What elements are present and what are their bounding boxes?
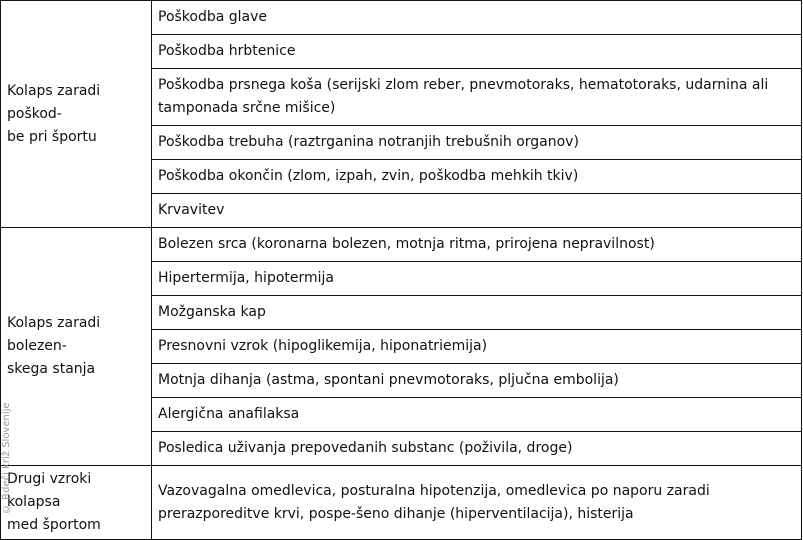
table-row: [1, 228, 802, 262]
item-cell: Poškodba okončin (zlom, izpah, zvin, poškodba mehkih tkiv): [152, 160, 802, 194]
copyright-watermark: © Rdeči križ Slovenije: [1, 402, 12, 514]
item-cell: Poškodba hrbtenice: [152, 35, 802, 69]
item-cell: Poškodba prsnega koša (serijski zlom reber, pnevmotoraks, hematotoraks, udarnina ali tamponada srčne mišice): [152, 69, 802, 126]
item-cell: Presnovni vzrok (hipoglikemija, hiponatriemija): [152, 330, 802, 364]
item-cell: Krvavitev: [152, 194, 802, 228]
item-cell: Hipertermija, hipotermija: [152, 262, 802, 296]
category-cell: Kolaps zaradi poškod- be pri športu: [1, 1, 152, 228]
category-cell: Drugi vzroki kolapsa med športom: [1, 466, 152, 540]
category-cell: Kolaps zaradi bolezen- skega stanja: [1, 228, 152, 466]
item-cell: Motnja dihanja (astma, spontani pnevmotoraks, pljučna embolija): [152, 364, 802, 398]
item-cell: Bolezen srca (koronarna bolezen, motnja ritma, prirojena nepravilnost): [152, 228, 802, 262]
item-cell: Možganska kap: [152, 296, 802, 330]
table-row: [1, 466, 802, 540]
table-row: [1, 1, 802, 35]
item-cell: Vazovagalna omedlevica, posturalna hipotenzija, omedlevica po naporu zaradi prerazporeditve krvi, pospe-šeno dihanje (hiperventilacija), histerija: [152, 466, 802, 540]
item-cell: Alergična anafilaksa: [152, 398, 802, 432]
item-cell: Poškodba glave: [152, 1, 802, 35]
item-cell: Poškodba trebuha (raztrganina notranjih trebušnih organov): [152, 126, 802, 160]
item-cell: Posledica uživanja prepovedanih substanc (poživila, droge): [152, 432, 802, 466]
